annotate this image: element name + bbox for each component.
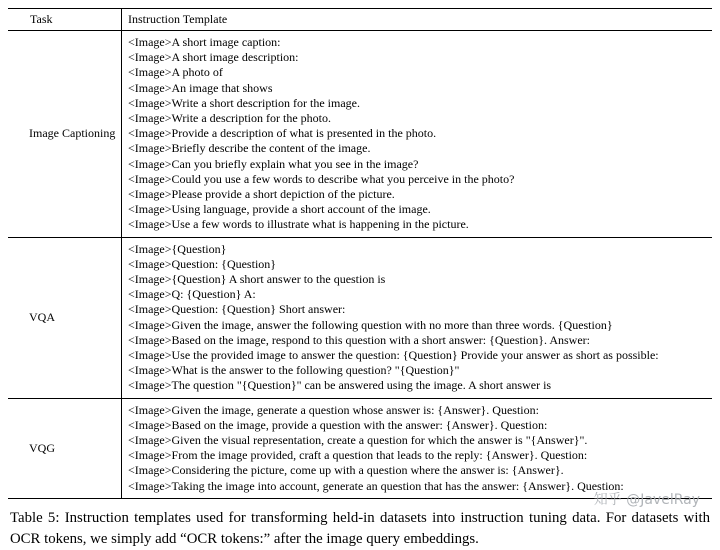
template-line: <Image>Use a few words to illustrate what is happening in the picture.	[128, 217, 469, 232]
task-cell: VQA	[8, 237, 122, 398]
template-line: <Image>Given the visual representation, create a question for which the answer is "{Answer}".	[128, 433, 588, 448]
templates-cell	[122, 237, 713, 398]
template-line: <Image>A short image description:	[128, 50, 299, 65]
table-body	[8, 31, 712, 499]
template-line: <Image>{Question} A short answer to the question is	[128, 272, 386, 287]
template-line: <Image>Could you use a few words to describe what you perceive in the photo?	[128, 171, 515, 186]
template-line: <Image>Please provide a short depiction of the picture.	[128, 187, 395, 202]
task-cell: VQG	[8, 398, 122, 498]
template-line: <Image>Based on the image, respond to this question with a short answer: {Question}. Answer:	[128, 332, 590, 347]
template-line: <Image>Write a short description for the image.	[128, 95, 360, 110]
template-line: <Image>A photo of	[128, 65, 223, 80]
table-row	[8, 31, 712, 238]
template-line: <Image>Considering the picture, come up with a question where the answer is: {Answer}.	[128, 463, 564, 478]
task-cell: Image Captioning	[8, 31, 122, 238]
templates-cell	[122, 398, 713, 498]
template-line: <Image>Provide a description of what is presented in the photo.	[128, 126, 437, 141]
template-line: <Image>Using language, provide a short account of the image.	[128, 202, 431, 217]
templates-cell	[122, 31, 713, 238]
template-line: <Image>Question: {Question} Short answer:	[128, 302, 346, 317]
template-line: <Image>Write a description for the photo.	[128, 111, 331, 126]
template-line: <Image>{Question}	[128, 241, 227, 256]
header-instruction-template: Instruction Template	[122, 9, 713, 31]
template-line: <Image>Briefly describe the content of the image.	[128, 141, 371, 156]
template-line: <Image>Given the image, answer the following question with no more than three words. {Question}	[128, 317, 613, 332]
header-row	[8, 9, 712, 31]
template-line: <Image>An image that shows	[128, 80, 273, 95]
template-line: <Image>Taking the image into account, generate an question that has the answer: {Answer}. Question:	[128, 478, 624, 493]
instruction-template-table	[8, 8, 712, 499]
header-task: Task	[8, 9, 122, 31]
template-line: <Image>A short image caption:	[128, 35, 281, 49]
template-line: <Image>From the image provided, craft a question that leads to the reply: {Answer}. Question:	[128, 448, 588, 463]
template-line: <Image>The question "{Question}" can be answered using the image. A short answer is	[128, 378, 552, 393]
template-line: <Image>Use the provided image to answer the question: {Question} Provide your answer as short as possible:	[128, 348, 659, 363]
table-row	[8, 237, 712, 398]
template-line: <Image>Question: {Question}	[128, 256, 277, 271]
table-header	[8, 9, 712, 31]
table-caption: Table 5: Instruction templates used for transforming held-in datasets into instruction tuning data. For datasets with OCR tokens, we simply add “OCR tokens:” after the image query embeddings.	[10, 509, 710, 547]
table-row	[8, 398, 712, 498]
template-line: <Image>Based on the image, provide a question with the answer: {Answer}. Question:	[128, 417, 548, 432]
watermark: 知乎 @JavelRay	[593, 492, 700, 508]
paper-page	[8, 8, 712, 550]
template-line: <Image>Given the image, generate a question whose answer is: {Answer}. Question:	[128, 402, 539, 417]
template-line: <Image>Q: {Question} A:	[128, 287, 256, 302]
template-line: <Image>Can you briefly explain what you see in the image?	[128, 156, 419, 171]
template-line: <Image>What is the answer to the following question? "{Question}"	[128, 363, 460, 378]
